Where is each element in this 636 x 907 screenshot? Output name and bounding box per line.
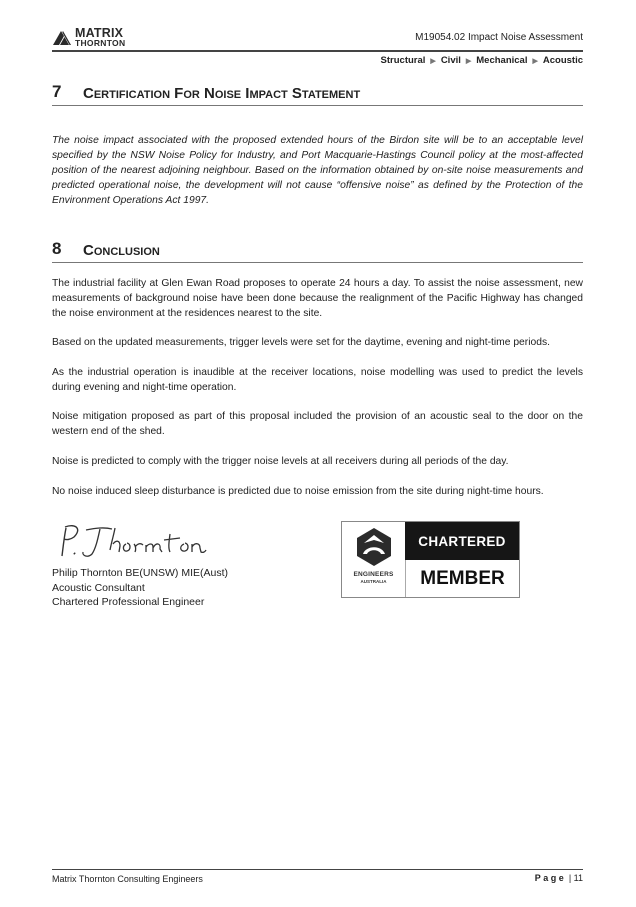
badge-chartered-label: CHARTERED — [405, 522, 519, 560]
signatory-credential: Chartered Professional Engineer — [52, 596, 205, 608]
discipline-item: Acoustic — [542, 55, 583, 66]
certification-statement: The noise impact associated with the proposed extended hours of the Birdon site will be to an acceptable level specified by the NSW Noise Policy for Industry, and Port Macquarie-Hastings Council policy at the most-affected position of the nearest adjoining neighbour. Based on the information obtained by on-site noise measurements and predicted operational noise, the development will not cause “offensive noise” as defined by the Protection of the Environment Operations Act 1997. — [52, 135, 583, 206]
conclusion-paragraph: Noise mitigation proposed as part of this proposal included the provision of an acoustic seal to the door on the western end of the shed. — [52, 411, 583, 437]
logo-mark-icon — [52, 30, 72, 46]
engineers-australia-emblem-icon — [354, 527, 394, 567]
section-7-heading — [52, 82, 583, 106]
section-title: Conclusion — [83, 242, 160, 259]
triangle-bullet-icon: ▶ — [532, 57, 538, 65]
discipline-item: Structural — [380, 55, 426, 66]
chartered-member-badge — [341, 521, 520, 598]
conclusion-paragraph: Noise is predicted to comply with the trigger noise levels at all receivers during all periods of the day. — [52, 456, 509, 467]
document-reference: M19054.02 Impact Noise Assessment — [415, 32, 583, 43]
section-title: Certification For Noise Impact Statement — [83, 85, 361, 102]
triangle-bullet-icon: ▶ — [430, 57, 436, 65]
page-label: Page — [534, 873, 567, 883]
company-logo — [52, 28, 125, 48]
logo-line1: MATRIX — [75, 26, 124, 40]
signatory-name: Philip Thornton BE(UNSW) MIE(Aust) — [52, 567, 229, 579]
section-number: 8 — [52, 239, 62, 258]
discipline-list — [381, 55, 583, 66]
conclusion-paragraph: As the industrial operation is inaudible at the receiver locations, noise modelling was used to predict the levels during evening and night-time operation. — [52, 367, 583, 393]
section-8-heading — [52, 239, 583, 263]
discipline-item: Civil — [440, 55, 461, 66]
conclusion-paragraph: The industrial facility at Glen Ewan Road proposes to operate 24 hours a day. To assist the noise assessment, new measurements of background noise have been done because the realignment of the Pacific Highway has changed the noise environment at the residences nearest to the site. — [52, 278, 583, 319]
logo-line2: THORNTON — [75, 38, 126, 48]
badge-org-line1: ENGINEERS — [353, 571, 394, 578]
discipline-item: Mechanical — [476, 55, 528, 66]
signatory-details — [52, 566, 228, 610]
page-number-value: | 11 — [568, 873, 583, 883]
conclusion-paragraph: Based on the updated measurements, trigger levels were set for the daytime, evening and night-time periods. — [52, 337, 550, 348]
signatory-role: Acoustic Consultant — [52, 581, 145, 594]
handwritten-signature — [52, 520, 212, 567]
triangle-bullet-icon: ▶ — [465, 57, 472, 65]
footer-divider — [52, 869, 583, 870]
footer-company: Matrix Thornton Consulting Engineers — [52, 874, 203, 884]
conclusion-paragraph: No noise induced sleep disturbance is predicted due to noise emission from the site during night-time hours. — [52, 486, 544, 497]
section-number: 7 — [52, 82, 62, 101]
header-divider — [52, 50, 583, 52]
page-number — [535, 873, 583, 883]
badge-member-label: MEMBER — [405, 560, 519, 597]
badge-org-line2: AUSTRALIA — [360, 579, 387, 584]
engineers-australia-logo — [342, 522, 405, 597]
